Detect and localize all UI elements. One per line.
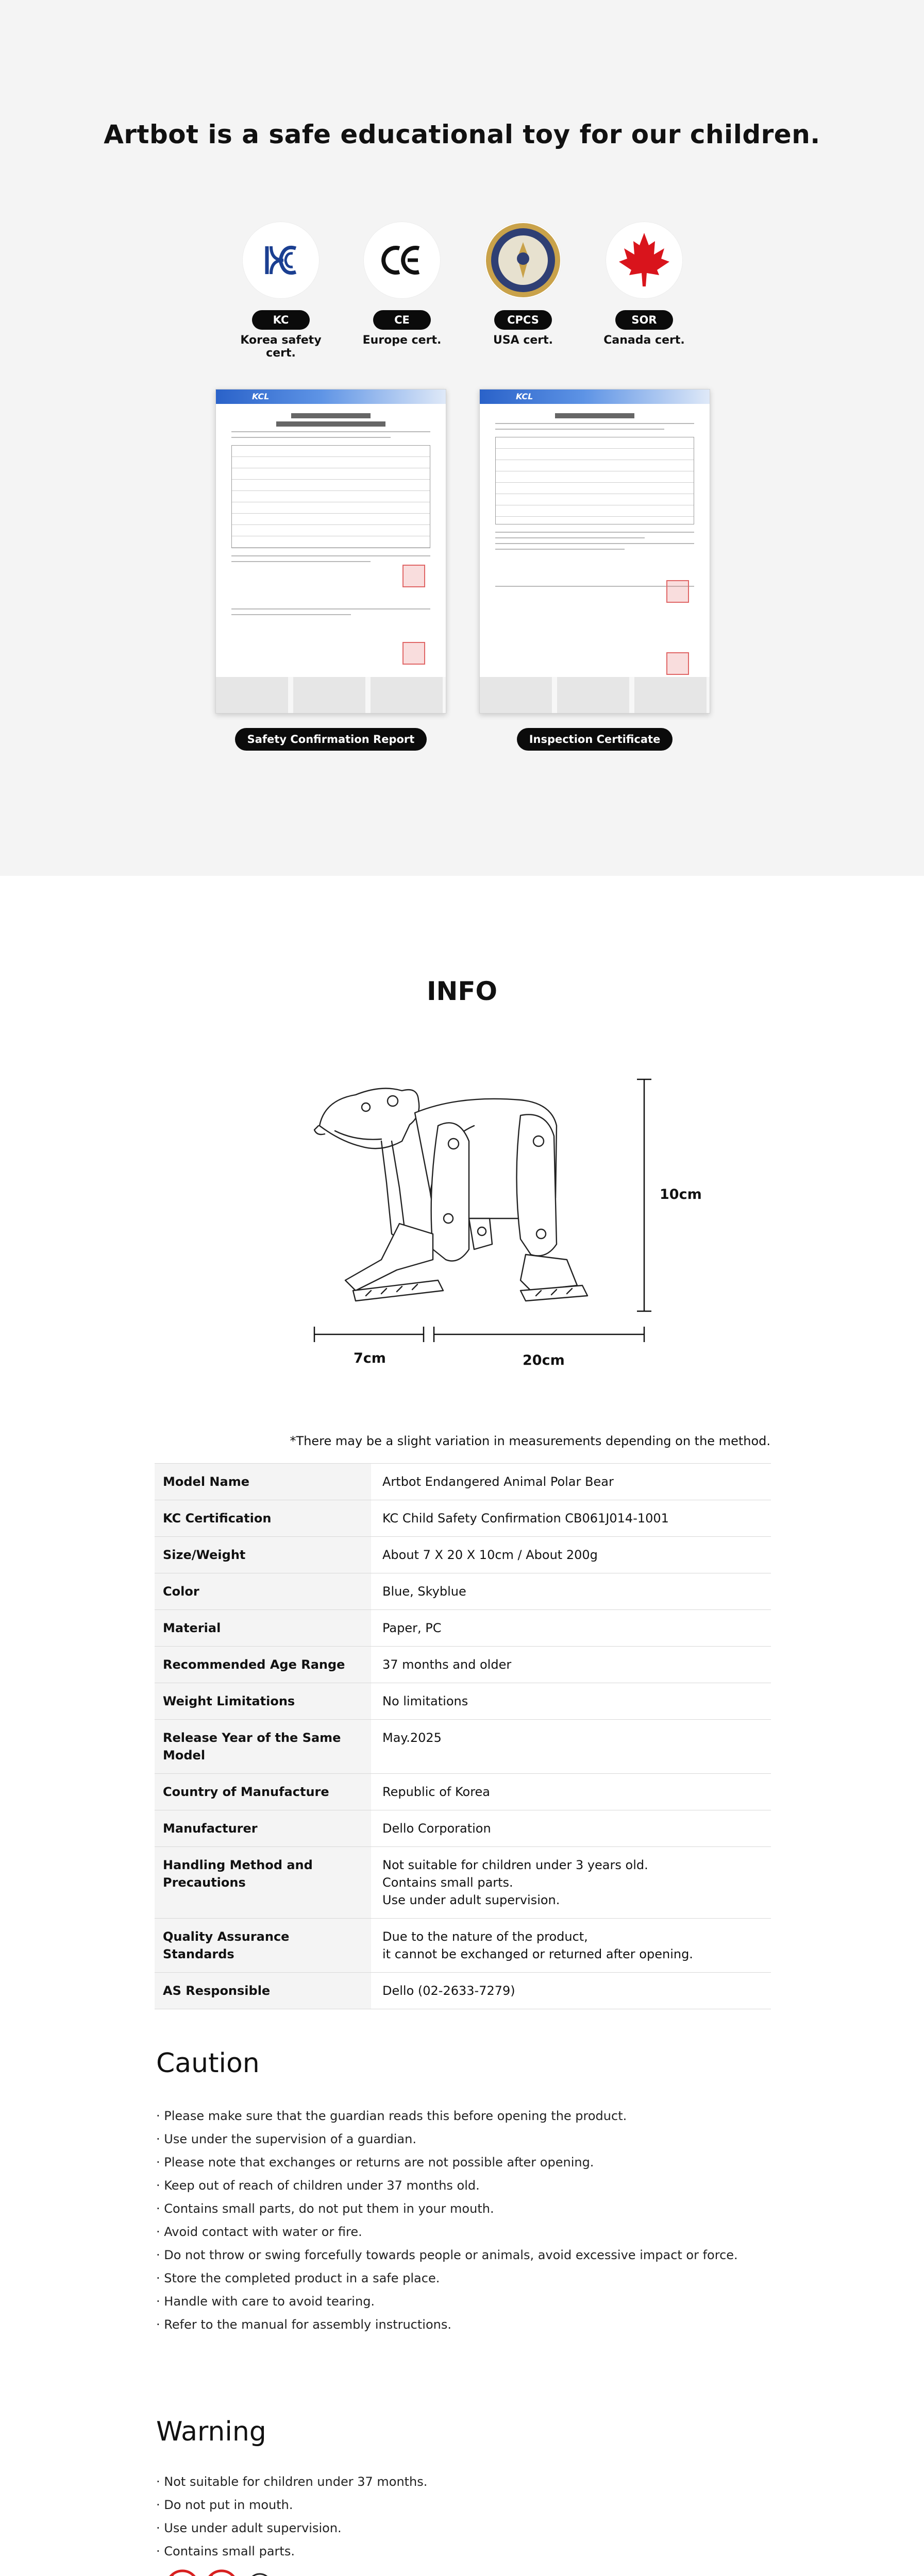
document-caption: Inspection Certificate	[517, 728, 673, 751]
spec-value-line: KC Child Safety Confirmation CB061J014-1001	[382, 1511, 669, 1526]
spec-value	[371, 1720, 771, 1774]
spec-key: KC Certification	[155, 1500, 371, 1537]
product-spec-table	[155, 1463, 771, 2009]
spec-key: Quality Assurance Standards	[155, 1919, 371, 1973]
cert-sor	[593, 222, 696, 347]
certification-badges	[229, 222, 694, 360]
spec-value-line: Republic of Korea	[382, 1785, 491, 1799]
cert-kc	[229, 222, 332, 360]
spec-value	[371, 1500, 771, 1537]
cert-desc: Europe cert.	[362, 334, 442, 347]
width-dimension-label: 20cm	[523, 1352, 565, 1368]
spec-value-line: Due to the nature of the product,	[382, 1929, 588, 1944]
cert-desc: Korea safety cert.	[240, 334, 322, 360]
safety-report-image: KCL	[215, 389, 446, 714]
spec-value-line: Blue, Skyblue	[382, 1584, 466, 1599]
spec-key: Manufacturer	[155, 1810, 371, 1847]
info-title: INFO	[426, 976, 498, 1006]
spec-value-line: Contains small parts.	[382, 1875, 513, 1890]
list-item: · Please note that exchanges or returns are not possible after opening.	[156, 2151, 775, 2174]
spec-value-line: Paper, PC	[382, 1621, 442, 1635]
spec-key: Model Name	[155, 1464, 371, 1500]
list-item: · Do not put in mouth.	[156, 2494, 775, 2517]
list-item: · Refer to the manual for assembly instructions.	[156, 2313, 775, 2336]
spec-row	[155, 1647, 771, 1683]
spec-row	[155, 1919, 771, 1973]
kc-mark-icon	[242, 222, 320, 299]
spec-row	[155, 1683, 771, 1720]
list-item: · Keep out of reach of children under 37 months old.	[156, 2174, 775, 2197]
spec-value-line: Use under adult supervision.	[382, 1893, 560, 1907]
cert-cpcs	[472, 222, 575, 347]
spec-value	[371, 1537, 771, 1573]
age-restriction-icon	[167, 2571, 198, 2576]
cert-code: CE	[373, 310, 431, 330]
depth-dimension-label: 7cm	[354, 1350, 386, 1366]
spec-row	[155, 1464, 771, 1500]
list-item: · Please make sure that the guardian reads this before opening the product.	[156, 2105, 775, 2128]
spec-key: Recommended Age Range	[155, 1647, 371, 1683]
ce-mark-icon	[363, 222, 441, 299]
spec-value-line: No limitations	[382, 1694, 468, 1708]
cert-desc: Canada cert.	[603, 334, 685, 347]
small-parts-icon	[248, 2574, 274, 2576]
safety-report-document	[215, 389, 446, 751]
spec-row	[155, 1973, 771, 2009]
certification-title: Artbot is a safe educational toy for our children.	[104, 120, 820, 149]
warning-title: Warning	[156, 2416, 266, 2447]
spec-key: Size/Weight	[155, 1537, 371, 1573]
list-item: · Do not throw or swing forcefully towards people or animals, avoid excessive impact or force.	[156, 2244, 775, 2267]
measurement-note: *There may be a slight variation in measurements depending on the method.	[290, 1434, 770, 1448]
height-dimension-label: 10cm	[660, 1187, 702, 1202]
spec-value	[371, 1647, 771, 1683]
no-mouth-icon	[206, 2571, 237, 2576]
product-dimension-diagram	[304, 1064, 702, 1373]
certification-section	[0, 0, 924, 876]
spec-key: Handling Method and Precautions	[155, 1847, 371, 1919]
spec-row	[155, 1537, 771, 1573]
caution-title: Caution	[156, 2048, 260, 2079]
spec-value-line: Not suitable for children under 3 years old.	[382, 1858, 648, 1872]
spec-value-line: Dello (02-2633-7279)	[382, 1984, 515, 1998]
cert-code: CPCS	[494, 310, 552, 330]
cert-desc: USA cert.	[493, 334, 553, 347]
spec-row	[155, 1500, 771, 1537]
polar-bear-line-drawing	[304, 1064, 702, 1373]
spec-key: Country of Manufacture	[155, 1774, 371, 1810]
spec-value	[371, 1847, 771, 1919]
spec-value	[371, 1810, 771, 1847]
list-item: · Not suitable for children under 37 months.	[156, 2470, 775, 2494]
warning-icons	[162, 2566, 285, 2576]
cert-code: SOR	[615, 310, 673, 330]
certificate-documents	[215, 389, 710, 760]
spec-value	[371, 1973, 771, 2009]
spec-value	[371, 1919, 771, 1973]
maple-leaf-icon	[606, 222, 683, 299]
inspection-certificate-document	[479, 389, 710, 751]
spec-value-line: Artbot Endangered Animal Polar Bear	[382, 1475, 614, 1489]
spec-value	[371, 1573, 771, 1610]
spec-value-line: May.2025	[382, 1731, 442, 1745]
warning-list	[156, 2470, 775, 2563]
caution-list	[156, 2105, 775, 2336]
spec-row	[155, 1810, 771, 1847]
spec-value	[371, 1610, 771, 1647]
list-item: · Use under adult supervision.	[156, 2517, 775, 2540]
list-item: · Avoid contact with water or fire.	[156, 2221, 775, 2244]
list-item: · Contains small parts, do not put them in your mouth.	[156, 2197, 775, 2221]
spec-value-line: 37 months and older	[382, 1657, 512, 1672]
spec-row	[155, 1720, 771, 1774]
spec-value	[371, 1774, 771, 1810]
spec-key: AS Responsible	[155, 1973, 371, 2009]
spec-value-line: About 7 X 20 X 10cm / About 200g	[382, 1548, 598, 1562]
inspection-certificate-image: KCL	[479, 389, 710, 714]
spec-key: Weight Limitations	[155, 1683, 371, 1720]
spec-key: Color	[155, 1573, 371, 1610]
cert-ce	[350, 222, 453, 347]
spec-value	[371, 1683, 771, 1720]
spec-key: Material	[155, 1610, 371, 1647]
document-caption: Safety Confirmation Report	[235, 728, 427, 751]
spec-value-line: Dello Corporation	[382, 1821, 491, 1836]
list-item: · Contains small parts.	[156, 2540, 775, 2563]
spec-value	[371, 1464, 771, 1500]
list-item: · Store the completed product in a safe place.	[156, 2267, 775, 2290]
spec-row	[155, 1610, 771, 1647]
spec-value-line: it cannot be exchanged or returned after opening.	[382, 1947, 693, 1961]
cert-code: KC	[252, 310, 310, 330]
spec-key: Release Year of the Same Model	[155, 1720, 371, 1774]
spec-row	[155, 1573, 771, 1610]
spec-row	[155, 1774, 771, 1810]
spec-row	[155, 1847, 771, 1919]
cpcs-seal-icon	[484, 222, 562, 299]
list-item: · Use under the supervision of a guardian.	[156, 2128, 775, 2151]
list-item: · Handle with care to avoid tearing.	[156, 2290, 775, 2313]
